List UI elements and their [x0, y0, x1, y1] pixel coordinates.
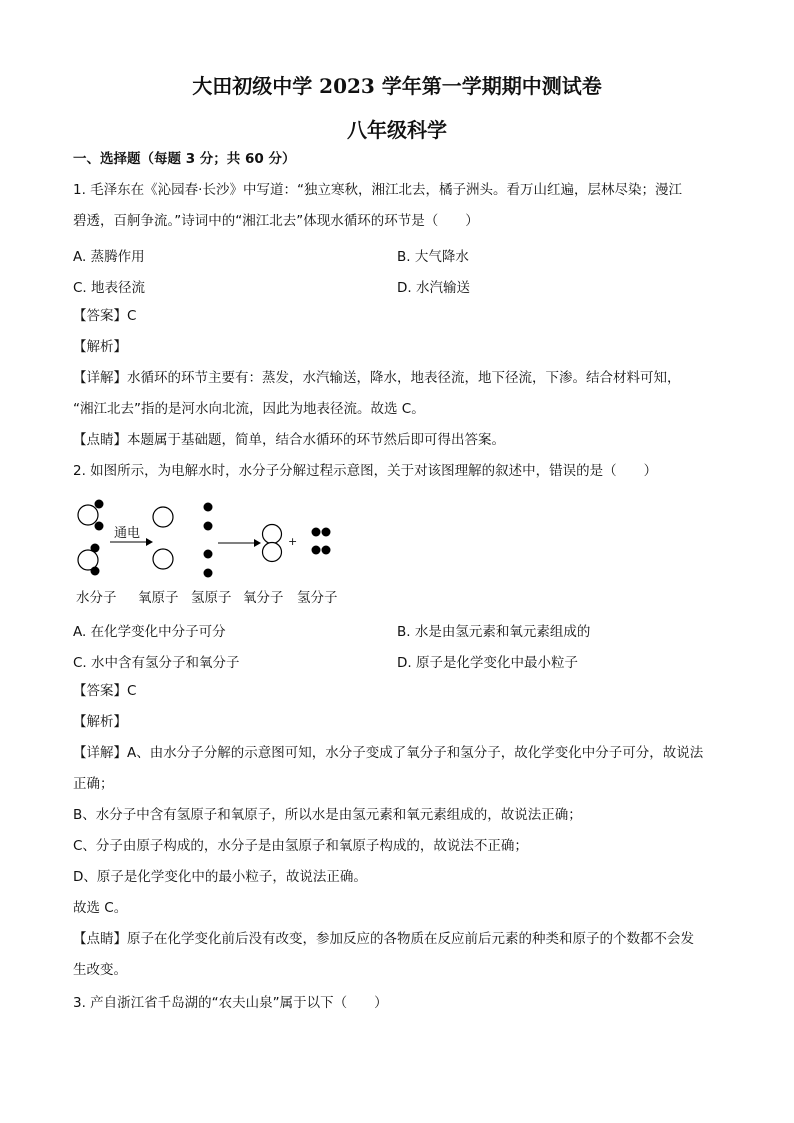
q2-stem: 2. 如图所示，为电解水时，水分子分解过程示意图，关于对该图理解的叙述中，错误的是（ ）: [73, 463, 658, 479]
label-oxygen-atom: 氧原子: [138, 590, 179, 606]
q1-option-a: A. 蒸腾作用: [73, 249, 145, 265]
q2-detail-line1: 【详解】A、由水分子分解的示意图可知，水分子变成了氧分子和氢分子，故化学变化中分子可分，故说法: [73, 745, 704, 761]
q2-detail-line4: C、分子由原子构成的，水分子是由氢原子和氧原子构成的，故说法不正确；: [73, 838, 528, 854]
q2-analysis-label: 【解析】: [73, 714, 127, 730]
q2-detail-line6: 故选 C。: [73, 900, 128, 916]
q1-comment: 【点睛】本题属于基础题，简单，结合水循环的环节然后即可得出答案。: [73, 432, 505, 448]
q2-answer: 【答案】C: [73, 683, 137, 699]
q1-option-b: B. 大气降水: [397, 249, 469, 265]
q1-detail-line1: 【详解】水循环的环节主要有：蒸发，水汽输送，降水，地表径流，地下径流，下渗。结合材料可知，: [73, 370, 681, 386]
q2-detail-line5: D、原子是化学变化中的最小粒子，故说法正确。: [73, 869, 367, 885]
hydrogen-molecules: [312, 528, 331, 555]
label-hydrogen-molecule: 氢分子: [297, 590, 338, 606]
q2-comment-line1: 【点睛】原子在化学变化前后没有改变，参加反应的各物质在反应前后元素的种类和原子的个数都不会发: [73, 931, 694, 947]
q2-detail-line3: B、水分子中含有氢原子和氧原子，所以水是由氢元素和氧元素组成的，故说法正确；: [73, 807, 582, 823]
oxygen-atom-1: [153, 507, 173, 527]
water-molecule-bottom: [78, 544, 100, 576]
q2-option-c: C. 水中含有氢分子和氧分子: [73, 655, 240, 671]
arrow-label: 通电: [114, 526, 141, 541]
label-water-molecule: 水分子: [76, 590, 117, 606]
oxygen-molecule: [263, 525, 282, 562]
water-molecule-top: [78, 500, 104, 531]
exam-subtitle: 八年级科学: [347, 118, 447, 142]
oxygen-atom-2: [153, 549, 173, 569]
q1-option-c: C. 地表径流: [73, 280, 146, 296]
reaction-arrow: [218, 539, 261, 547]
q2-option-a: A. 在化学变化中分子可分: [73, 624, 226, 640]
label-oxygen-molecule: 氧分子: [243, 590, 284, 606]
exam-title: 大田初级中学 2023 学年第一学期期中测试卷: [192, 74, 602, 98]
hydrogen-atoms: [204, 503, 213, 578]
q3-stem: 3. 产自浙江省千岛湖的“农夫山泉”属于以下（ ）: [73, 995, 388, 1011]
q1-answer: 【答案】C: [73, 308, 137, 324]
q1-stem-line2: 碧透，百舸争流。”诗词中的“湘江北去”体现水循环的环节是（ ）: [73, 213, 479, 229]
q2-option-d: D. 原子是化学变化中最小粒子: [397, 655, 578, 671]
plus-sign: +: [288, 535, 298, 548]
q2-detail-line2: 正确；: [73, 776, 114, 792]
q2-comment-line2: 生改变。: [73, 962, 127, 978]
q1-detail-line2: “湘江北去”指的是河水向北流，因此为地表径流。故选 C。: [73, 401, 425, 417]
q2-option-b: B. 水是由氢元素和氧元素组成的: [397, 624, 591, 640]
q1-stem-line1: 1. 毛泽东在《沁园春·长沙》中写道：“独立寒秋，湘江北去，橘子洲头。看万山红遍，层林尽染；漫江: [73, 182, 682, 198]
q1-option-d: D. 水汽输送: [397, 280, 470, 296]
q1-analysis-label: 【解析】: [73, 339, 127, 355]
label-hydrogen-atom: 氢原子: [191, 590, 232, 606]
section-heading: 一、选择题（每题 3 分；共 60 分）: [73, 151, 296, 167]
